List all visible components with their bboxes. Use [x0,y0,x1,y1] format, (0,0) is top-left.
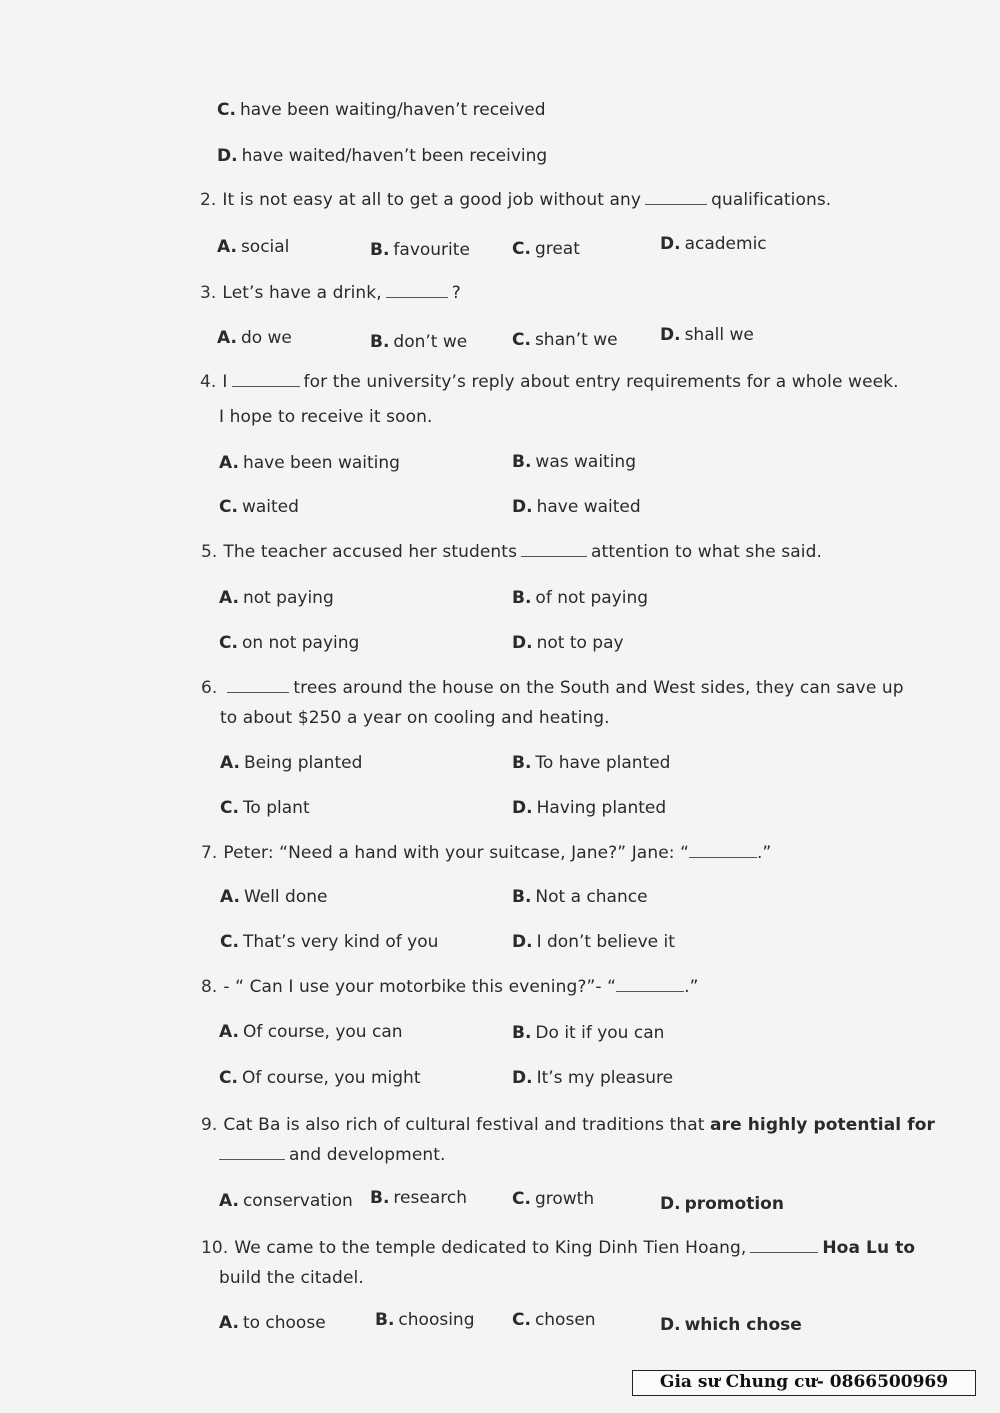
q5-option-d: D. not to pay [512,633,624,653]
q6-option-b: B. To have planted [512,753,671,773]
q10-option-b: B. choosing [375,1310,475,1330]
q10-option-a: A. to choose [219,1313,326,1333]
q3-option-b: B. don’t we [370,332,468,352]
answer-blank [386,296,448,298]
question-9-line-2: and development. [219,1145,446,1165]
q2-option-b: B. favourite [370,240,470,260]
q7-option-c: C. That’s very kind of you [220,932,439,952]
question-7: 7. Peter: “Need a hand with your suitcase, Jane?” Jane: “ .” [201,843,772,863]
question-10: 10. We came to the temple dedicated to King Dinh Tien Hoang, Hoa Lu to [201,1238,916,1258]
question-5: 5. The teacher accused her students attention to what she said. [201,542,823,562]
q7-option-a: A. Well done [220,887,328,907]
q9-option-a: A. conservation [219,1191,353,1211]
answer-blank [521,555,587,557]
q1-option-c: C. have been waiting/haven’t received [217,100,546,120]
answer-blank [689,856,757,858]
question-3: 3. Let’s have a drink, ? [200,283,461,303]
q8-option-d: D. It’s my pleasure [512,1068,674,1088]
q3-option-c: C. shan’t we [512,330,618,350]
q4-option-d: D. have waited [512,497,641,517]
q4-option-c: C. waited [219,497,299,517]
q7-option-b: B. Not a chance [512,887,648,907]
question-6-line-2: to about $250 a year on cooling and heating. [220,708,610,728]
answer-blank [232,385,300,387]
q6-option-d: D. Having planted [512,798,667,818]
footer-contact-box: Gia sư Chung cư- 0866500969 [632,1370,976,1396]
q10-option-c: C. chosen [512,1310,596,1330]
q5-option-c: C. on not paying [219,633,360,653]
question-4-line-2: I hope to receive it soon. [219,407,433,427]
q6-option-c: C. To plant [220,798,310,818]
answer-blank [750,1251,818,1253]
q9-option-d: D. promotion [660,1194,784,1214]
answer-blank [616,990,684,992]
question-9: 9. Cat Ba is also rich of cultural festival and traditions that are highly potential for [201,1115,935,1135]
answer-blank [227,691,289,693]
q2-option-c: C. great [512,239,580,259]
q5-option-b: B. of not paying [512,588,649,608]
q8-option-b: B. Do it if you can [512,1023,665,1043]
question-4: 4. I for the university’s reply about entry requirements for a whole week. [200,372,899,392]
q8-option-c: C. Of course, you might [219,1068,421,1088]
q8-option-a: A. Of course, you can [219,1022,403,1042]
q3-option-d: D. shall we [660,325,754,345]
q2-option-a: A. social [217,237,290,257]
q10-option-d: D. which chose [660,1315,802,1335]
question-6: 6. trees around the house on the South and West sides, they can save up [201,678,904,698]
q2-option-d: D. academic [660,234,767,254]
q6-option-a: A. Being planted [220,753,363,773]
q9-option-c: C. growth [512,1189,595,1209]
q9-option-b: B. research [370,1188,467,1208]
q4-option-b: B. was waiting [512,452,637,472]
q4-option-a: A. have been waiting [219,453,400,473]
q5-option-a: A. not paying [219,588,334,608]
answer-blank [219,1158,285,1160]
question-10-line-2: build the citadel. [219,1268,364,1288]
q1-option-d: D. have waited/haven’t been receiving [217,146,548,166]
q7-option-d: D. I don’t believe it [512,932,675,952]
question-2: 2. It is not easy at all to get a good job without any qualifications. [200,190,832,210]
question-8: 8. - “ Can I use your motorbike this evening?”- “ .” [201,977,699,997]
answer-blank [645,203,707,205]
q3-option-a: A. do we [217,328,292,348]
